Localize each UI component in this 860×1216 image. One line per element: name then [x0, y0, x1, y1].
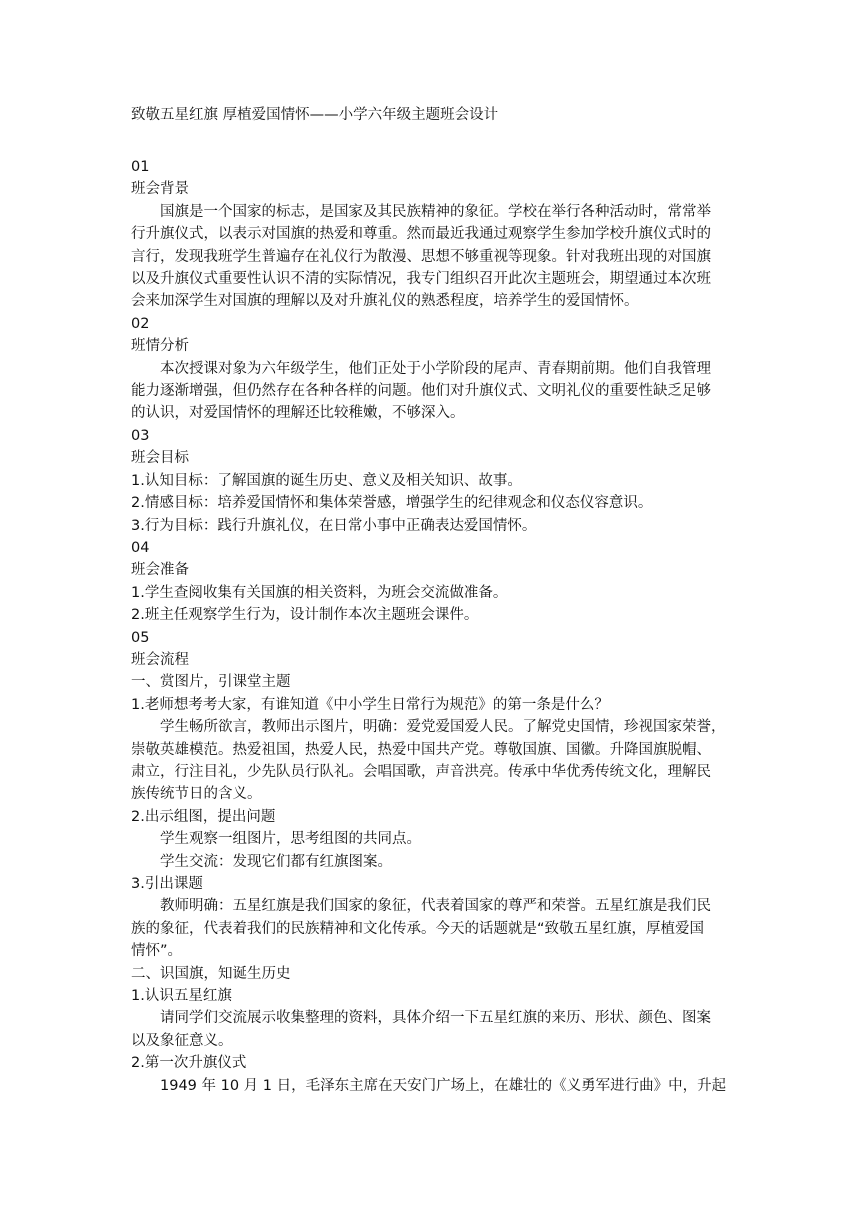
- paragraph-line: 国旗是一个国家的标志，是国家及其民族精神的象征。学校在举行各种活动时，常常举: [160, 203, 711, 220]
- paragraph-line: 本次授课对象为六年级学生，他们正处于小学阶段的尾声、青春期前期。他们自我管理: [160, 360, 711, 377]
- paragraph-line: 以及升旗仪式重要性认识不清的实际情况，我专门组织召开此次主题班会，期望通过本次班: [131, 271, 711, 288]
- subsection-paragraph: [131, 1075, 736, 1097]
- section-heading: 班会流程: [131, 651, 189, 668]
- section-number: 04: [131, 539, 150, 556]
- list-item: 1.学生查阅收集有关国旗的相关资料，为班会交流做准备。: [131, 584, 508, 601]
- section-paragraph: [131, 201, 736, 313]
- subsection-paragraph: [131, 1007, 736, 1052]
- section-number: 03: [131, 427, 150, 444]
- paragraph-line: 学生交流：发现它们都有红旗图案。: [160, 853, 392, 870]
- paragraph-line: 学生观察一组图片，思考组图的共同点。: [160, 831, 421, 848]
- subsection-title: 3.引出课题: [131, 876, 203, 892]
- paragraph-line: 1949 年 10 月 1 日，毛泽东主席在天安门广场上，在雄壮的《义勇军进行曲》中，升起: [160, 1077, 727, 1094]
- paragraph-line: 以及象征意义。: [131, 1032, 233, 1049]
- part-title: 一、赏图片，引课堂主题: [131, 674, 291, 691]
- section-number: 02: [131, 315, 150, 332]
- subsection-title: 2.第一次升旗仪式: [131, 1055, 247, 1072]
- paragraph-line: 肃立，行注目礼，少先队员行队礼。会唱国歌，声音洪亮。传承中华优秀传统文化，理解民: [131, 763, 711, 780]
- part-title: 二、识国旗，知诞生历史: [131, 965, 291, 982]
- section-heading: 班情分析: [131, 338, 189, 355]
- section-number: 01: [131, 159, 150, 175]
- section-heading: 班会背景: [131, 181, 189, 198]
- paragraph-line: 崇敬英雄模范。热爱祖国，热爱人民，热爱中国共产党。尊敬国旗、国徽。升降国旗脱帽、: [131, 741, 711, 758]
- section-heading: 班会目标: [131, 450, 189, 467]
- list-item: 2.班主任观察学生行为，设计制作本次主题班会课件。: [131, 607, 479, 624]
- section-number: 05: [131, 629, 150, 646]
- section-heading: 班会准备: [131, 562, 189, 579]
- subsection-title: 1.认识五星红旗: [131, 988, 232, 1005]
- paragraph-line: 会来加深学生对国旗的理解以及对升旗礼仪的熟悉程度，培养学生的爱国情怀。: [131, 293, 639, 310]
- list-item: 2.情感目标：培养爱国情怀和集体荣誉感，增强学生的纪律观念和仪态仪容意识。: [131, 495, 653, 512]
- subsection-paragraph: [131, 895, 736, 962]
- section-paragraph: [131, 358, 736, 425]
- document-title: 致敬五星红旗 厚植爱国情怀——小学六年级主题班会设计: [131, 107, 499, 123]
- list-item: 1.认知目标：了解国旗的诞生历史、意义及相关知识、故事。: [131, 472, 522, 489]
- paragraph-line: 请同学们交流展示收集整理的资料，具体介绍一下五星红旗的来历、形状、颜色、图案: [160, 1010, 711, 1027]
- list-item: 3.行为目标：践行升旗礼仪，在日常小事中正确表达爱国情怀。: [131, 517, 537, 534]
- paragraph-line: 学生畅所欲言，教师出示图片，明确：爱党爱国爱人民。了解党史国情，珍视国家荣誉，: [160, 719, 726, 736]
- paragraph-line: 情怀”。: [131, 943, 183, 960]
- paragraph-line: 言行，发现我班学生普遍存在礼仪行为散漫、思想不够重视等现象。针对我班出现的对国旗: [131, 248, 711, 265]
- paragraph-line: 族传统节日的含义。: [131, 786, 262, 803]
- subsection-title: 2.出示组图，提出问题: [131, 808, 276, 825]
- paragraph-line: 族的象征，代表着我们的民族精神和文化传承。今天的话题就是“致敬五星红旗，厚植爱国: [131, 920, 705, 937]
- paragraph-line: 的认识，对爱国情怀的理解还比较稚嫩，不够深入。: [131, 405, 465, 422]
- paragraph-line: 能力逐渐增强，但仍然存在各种各样的问题。他们对升旗仪式、文明礼仪的重要性缺乏足够: [131, 383, 711, 400]
- subsection-paragraph: [131, 716, 736, 806]
- subsection-title: 1.老师想考考大家，有谁知道《中小学生日常行为规范》的第一条是什么？: [131, 696, 609, 713]
- paragraph-line: 行升旗仪式，以表示对国旗的热爱和尊重。然而最近我通过观察学生参加学校升旗仪式时的: [131, 226, 711, 243]
- paragraph-line: 教师明确：五星红旗是我们国家的象征，代表着国家的尊严和荣誉。五星红旗是我们民: [160, 898, 711, 915]
